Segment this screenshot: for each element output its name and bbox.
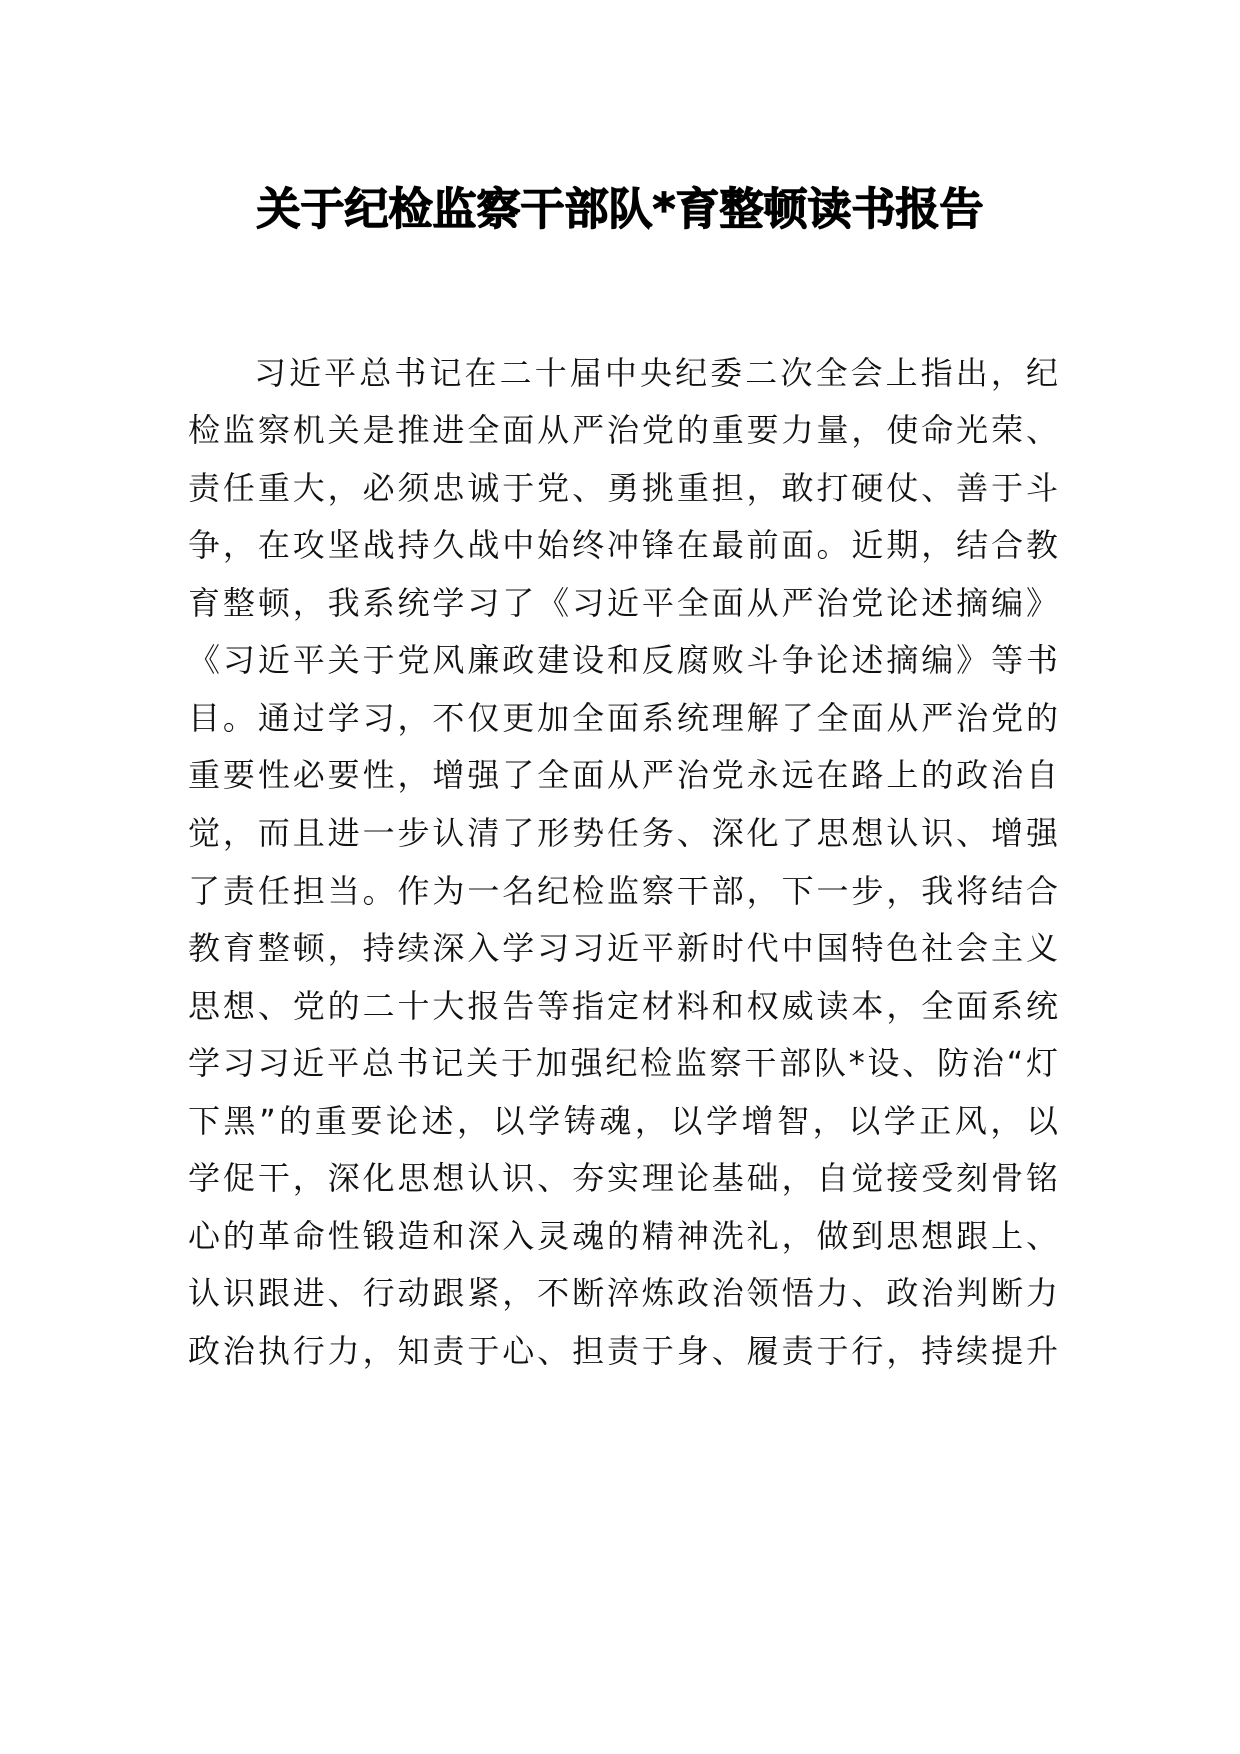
paragraph-line: 政治执行力，知责于心、担责于身、履责于行，持续提升 — [188, 1332, 1058, 1370]
paragraph-line: 重要性必要性，增强了全面从严治党永远在路上的政治自 — [188, 756, 1058, 794]
paragraph-line: 习近平总书记在二十届中央纪委二次全会上指出，纪 — [254, 354, 1058, 392]
paragraph-line: 觉，而且进一步认清了形势任务、深化了思想认识、增强 — [188, 814, 1058, 852]
paragraph-line: 学促干，深化思想认识、夯实理论基础，自觉接受刻骨铭 — [188, 1159, 1058, 1197]
paragraph-line: 心的革命性锻造和深入灵魂的精神洗礼，做到思想跟上、 — [188, 1217, 1058, 1255]
paragraph-line: 教育整顿，持续深入学习习近平新时代中国特色社会主义 — [188, 929, 1058, 967]
paragraph-line: 《习近平关于党风廉政建设和反腐败斗争论述摘编》等书 — [188, 641, 1058, 679]
document-title: 关于纪检监察干部队*育整顿读书报告 — [256, 184, 984, 235]
paragraph-line: 责任重大，必须忠诚于党、勇挑重担，敢打硬仗、善于斗 — [188, 469, 1058, 507]
paragraph-line: 下黑”的重要论述，以学铸魂，以学增智，以学正风，以 — [188, 1102, 1058, 1140]
paragraph-line: 争，在攻坚战持久战中始终冲锋在最前面。近期，结合教 — [188, 526, 1058, 564]
paragraph-line: 育整顿，我系统学习了《习近平全面从严治党论述摘编》 — [188, 584, 1058, 622]
paragraph-line: 检监察机关是推进全面从严治党的重要力量，使命光荣、 — [188, 411, 1058, 449]
paragraph-line: 了责任担当。作为一名纪检监察干部，下一步，我将结合 — [188, 872, 1058, 910]
paragraph-line: 学习习近平总书记关于加强纪检监察干部队*设、防治“灯 — [188, 1044, 1058, 1082]
paragraph-line: 思想、党的二十大报告等指定材料和权威读本，全面系统 — [188, 987, 1058, 1025]
paragraph-line: 认识跟进、行动跟紧，不断淬炼政治领悟力、政治判断力 — [188, 1274, 1058, 1312]
paragraph-line: 目。通过学习，不仅更加全面系统理解了全面从严治党的 — [188, 699, 1058, 737]
